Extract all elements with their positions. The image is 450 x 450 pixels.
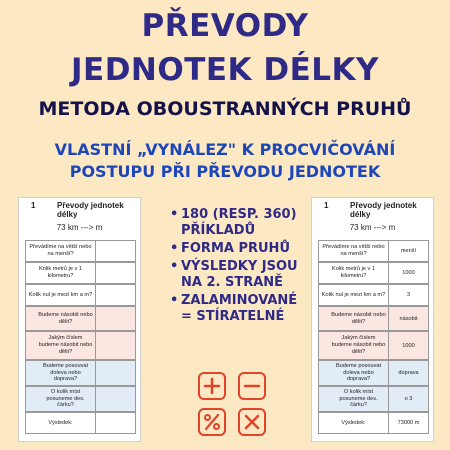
method-heading: METODA OBOUSTRANNÝCH PRUHŮ [38,98,412,120]
subtitle-line-1: VLASTNÍ „VYNÁLEZ" K PROCVIČOVÁNÍ [54,140,396,159]
bullet-icon: • [170,293,179,308]
feature-text: PŘÍKLADŮ [181,223,256,238]
row-question: Jakým číslem budeme násobit nebo dělit? [36,332,96,359]
worksheet-number: 1 [31,201,36,210]
row-question: O kolik míst posuneme des. čárku? [36,387,96,411]
row-answer: 1000 [402,342,415,349]
feature-text: 180 (RESP. 360) [181,207,297,222]
row-answer: doprava [398,370,419,376]
row-question: Kolik metrů je v 1 kilometru? [319,263,389,283]
row-question: Kolik nul je mezi km a m? [319,285,389,305]
bullet-icon: • [170,241,179,256]
table-row [318,386,429,412]
table-row [25,262,136,284]
table-row [318,262,429,284]
feature-text: FORMA PRUHŮ [181,241,290,256]
table-row [25,306,136,331]
table-row [25,331,136,360]
table-row [318,360,429,386]
row-answer [96,241,135,261]
row-answer: menší [400,248,417,254]
minus-icon [238,372,266,400]
row-answer: 3 [406,292,411,298]
row-question: Výsledek: [26,413,96,433]
table-row [318,412,429,434]
worksheet-number: 1 [324,201,329,210]
row-answer [96,263,135,283]
title-line-1: PŘEVODY [141,8,309,44]
table-row [318,284,429,306]
bullet-icon: • [170,259,179,274]
row-question: Jakým číslem budeme násobit nebo dělit? [329,332,389,359]
row-answer [96,413,135,433]
row-question: Převádíme na větší nebo na menší? [319,241,389,261]
row-question: Budeme posouvat doleva nebo doprava? [36,361,96,385]
worksheet-expression: 73 km ---> m [56,223,103,232]
row-answer: 1000 [402,270,415,276]
worksheet-expression: 73 km ---> m [349,223,396,232]
row-answer [96,361,135,385]
row-question: Budeme násobit nebo dělit? [36,307,96,330]
table-row [25,386,136,412]
table-row [318,306,429,331]
row-question: Kolik nul je mezi km a m? [26,285,96,305]
feature-text: = STÍRATELNÉ [181,309,285,324]
row-answer [96,387,135,411]
row-answer [96,332,135,359]
table-row [25,412,136,434]
feature-text: ZALAMINOVANÉ [181,293,298,308]
row-answer: násobit [399,315,418,322]
row-answer: 73000 m [397,420,420,426]
bullet-icon: • [170,207,179,222]
worksheet-solved [311,197,434,442]
row-question: Budeme násobit nebo dělit? [329,307,389,330]
table-row [318,331,429,360]
times-icon [238,408,266,436]
row-question: Převádíme na větší nebo na menší? [26,241,96,261]
row-question: Kolik metrů je v 1 kilometru? [26,263,96,283]
feature-text: VÝSLEDKY JSOU [181,259,298,274]
row-answer: o 3 [404,396,413,402]
worksheet-title: Převody jednotek délky [57,201,124,219]
row-question: Výsledek: [319,413,389,433]
worksheet-blank [18,197,141,442]
row-question: O kolik míst posuneme des. čárku? [329,387,389,411]
worksheet-title: Převody jednotek délky [350,201,417,219]
subtitle-line-2: POSTUPU PŘI PŘEVODU JEDNOTEK [69,162,381,181]
percent-icon [198,408,226,436]
row-answer [96,307,135,330]
table-row [25,240,136,262]
table-row [25,284,136,306]
plus-icon [198,372,226,400]
row-answer [96,285,135,305]
table-row [318,240,429,262]
row-question: Budeme posouvat doleva nebo doprava? [329,361,389,385]
table-row [25,360,136,386]
title-line-2: JEDNOTEK DÉLKY [70,52,379,88]
feature-text: NA 2. STRANĚ [181,275,284,290]
